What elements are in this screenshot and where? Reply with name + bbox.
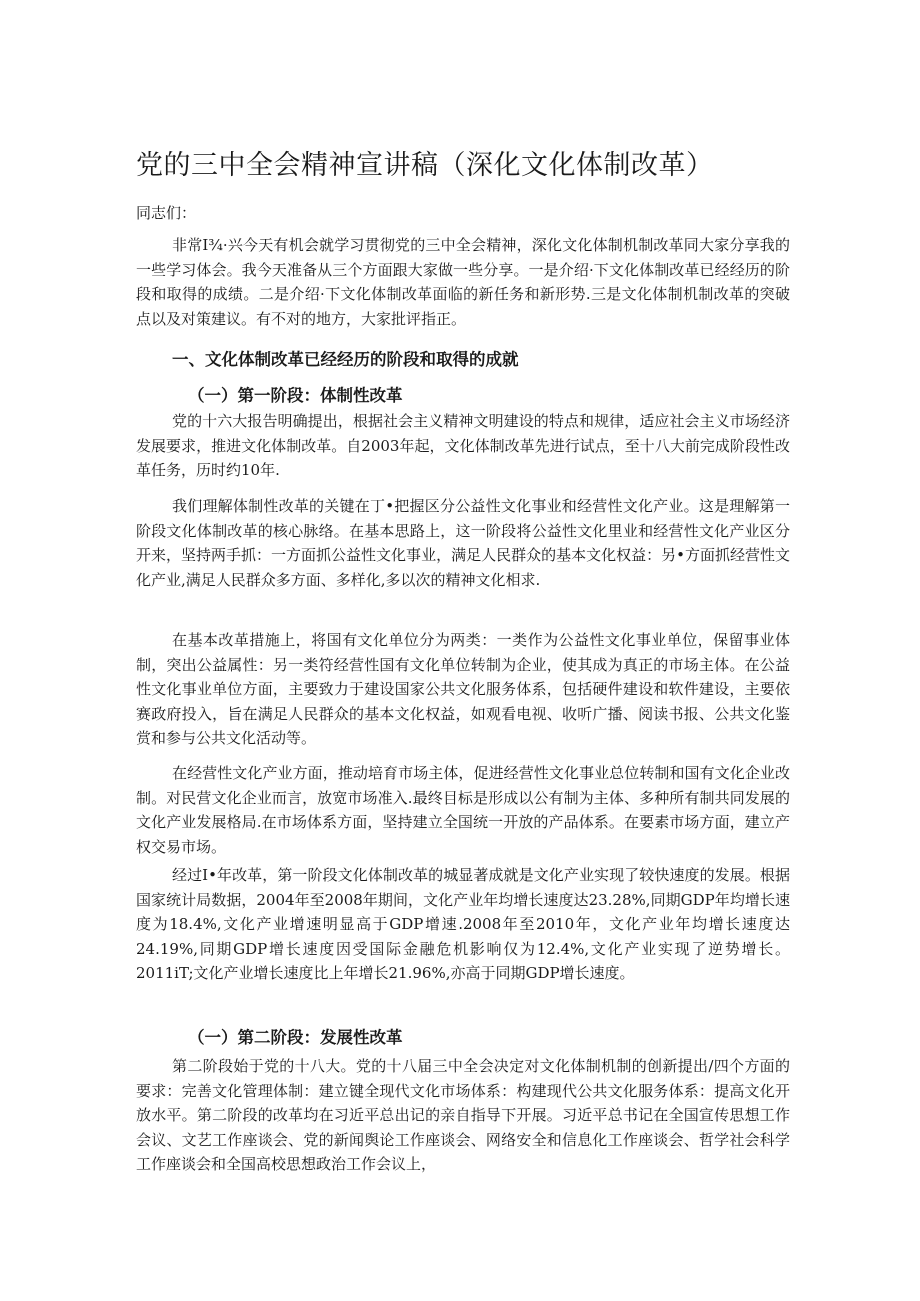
stage-2-heading: （一）第二阶段：发展性改革 <box>188 1028 403 1047</box>
salutation: 同志们： <box>136 204 197 222</box>
stage-1-paragraph: 党的十六大报告明确提出，根据社会主义精神文明建设的特点和规律，适应社会主义市场经济发展要求，推进文化体制改革。自2003年起，文化体制改革先进行试点，至十八大前完成阶段性改革任务，历时约10年. <box>136 412 790 480</box>
stage-1-paragraph: 经过I•年改革，第一阶段文化体制改革的城显著成就是文化产业实现了较快速度的发展。根据国家统计局数据，2004年至2008年期间，文化产业年均增长速度达23.28%,同期GDP年均增长速度为18.4%,文化产业增速明显高于GDP增速.2008年至2010年，文化产业年均增长速度达24.19%,同期GDP增长速度因受国际金融危机影响仅为12.4%,文化产业实现了逆势增长。2011iT;文化产业增长速度比上年增长21.96%,亦高于同期GDP增长速度。 <box>136 866 790 983</box>
intro-paragraph: 非常I¾·兴今天有机会就学习贯彻党的三中全会精神，深化文化体制机制改革同大家分享我的一些学习体会。我今天准备从三个方面跟大家做一些分享。一是介绍·下文化体制改革已经经历的阶段和取得的成绩。二是介绍·下文化体制改革面临的新任务和新形势.三是文化体制机制改革的突破点以及对策建议。有不对的地方，大家批评指正。 <box>136 236 790 328</box>
stage-2-paragraph: 第二阶段始于党的十八大。党的十八届三中全会决定对文化体制机制的创新提出/四个方面的要求：完善文化管理体制：建立键全现代文化市场体系：构建现代公共文化服务体系：提高文化开放水平。第二阶段的改革均在习近平总出记的亲自指导下开展。习近平总书记在全国宣传思想工作会议、文艺工作座谈会、党的新闻舆论工作座谈会、网络安全和信息化工作座谈会、哲学社会科学工作座谈会和全国高校思想政治工作会议上， <box>136 1057 790 1174</box>
section-1-heading: 一、文化体制改革已经经历的阶段和取得的成就 <box>172 350 519 369</box>
stage-1-paragraph: 我们理解体制性改革的关键在丁•把握区分公益性文化事业和经营性文化产业。这是理解第一阶段文化体制改革的核心脉络。在基本思路上，这一阶段将公益性文化里业和经营性文化产业区分开来，坚持两手抓：一方面抓公益性文化事业，满足人民群众的基本文化权益：另•方面抓经营性文化产业,满足人民群众多方面、多样化,多以次的精神文化相求. <box>136 497 790 589</box>
stage-1-heading: （一）第一阶段：体制性改革 <box>188 386 403 405</box>
document-title: 党的三中全会精神宣讲稿（深化文化体制改革） <box>136 150 714 181</box>
stage-1-paragraph: 在经营性文化产业方面，推动培育市场主体，促进经营性文化事业总位转制和国有文化企业改制。对民营文化企业而言，放宽市场准入.最终目标是形成以公有制为主体、多种所有制共同发展的文化产业发展格局.在市场体系方面，坚持建立全国统一开放的产品体系。在要素市场方面，建立产权交易市场。 <box>136 764 790 856</box>
stage-1-paragraph: 在基本改革措施上，将国有文化单位分为两类：一类作为公益性文化事业单位，保留事业体制，突出公益属性：另一类符经营性国有文化单位转制为企业，使其成为真正的市场主体。在公益性文化事业单位方面，主要致力于建设国家公共文化服务体系，包括硬件建设和软件建设，主要依赛政府投入，旨在满足人民群众的基本文化权益，如观看电视、收听广播、阅读书报、公共文化鉴赏和参与公共文化活动等。 <box>136 631 790 748</box>
